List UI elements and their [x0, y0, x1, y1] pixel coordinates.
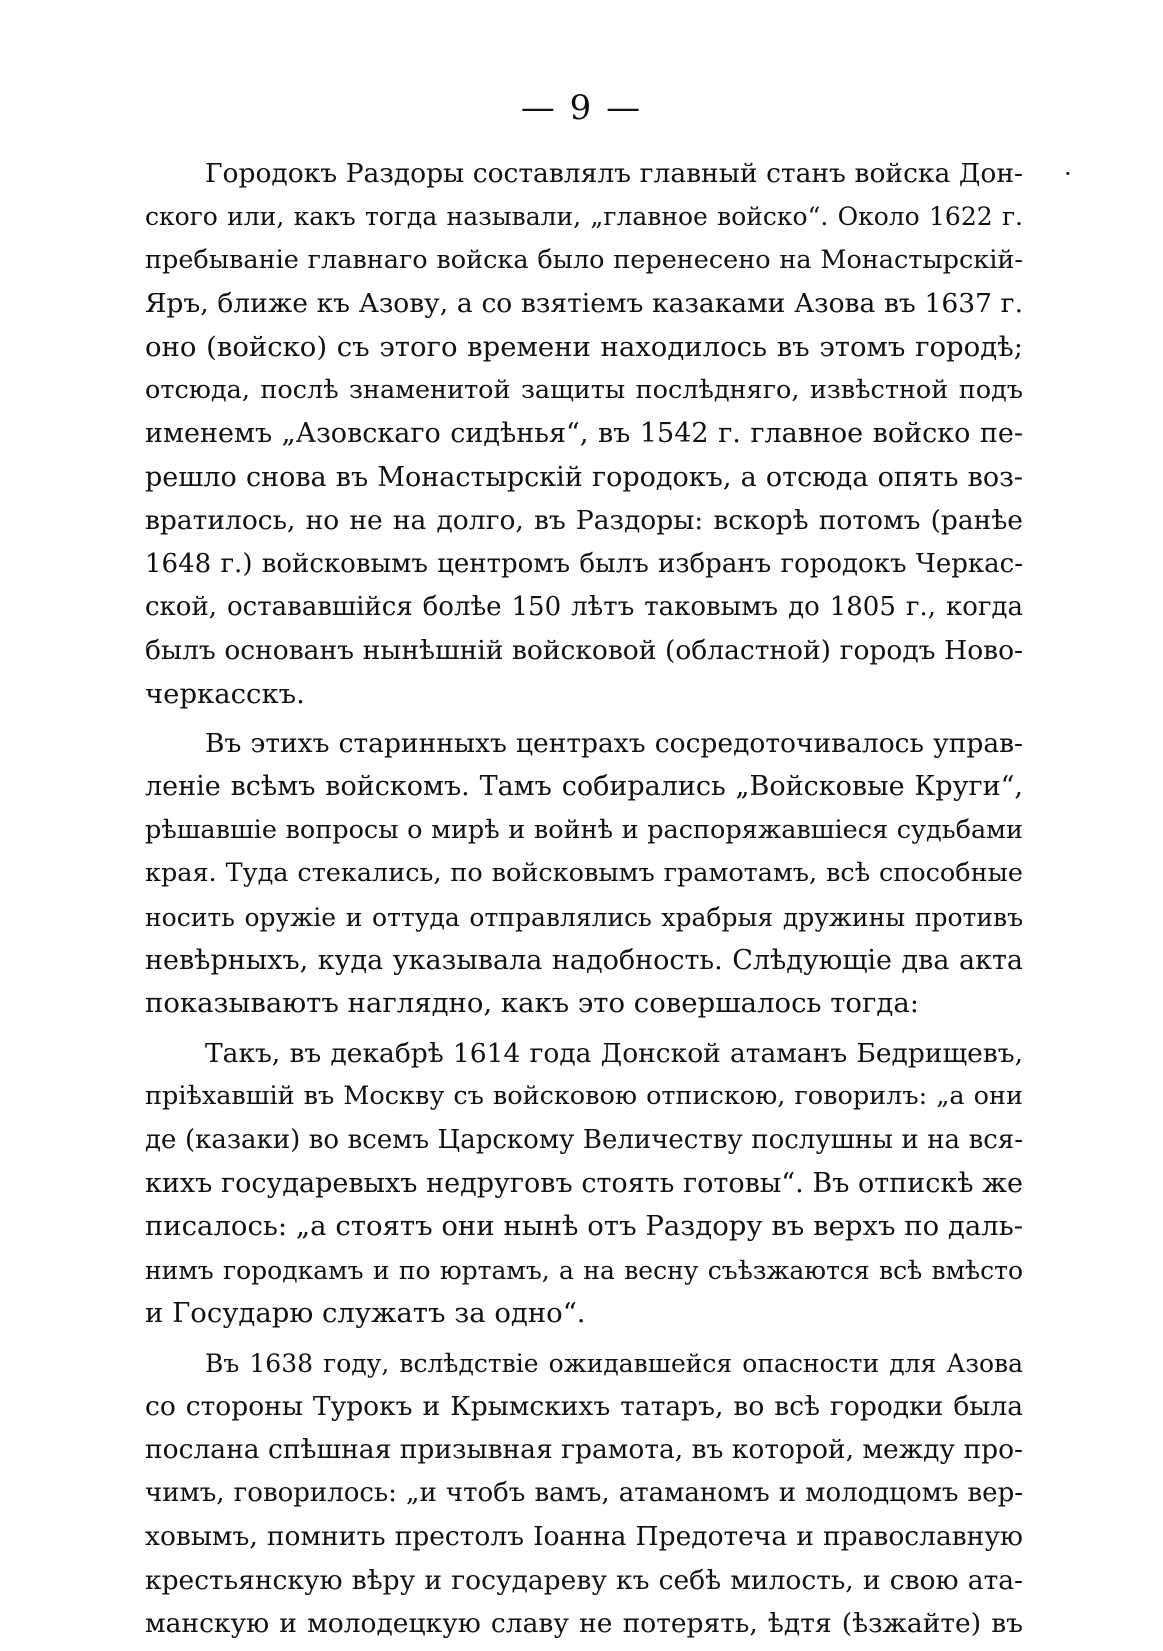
text-line: Въ этихъ старинныхъ центрахъ сосредоточивалось управ- [205, 728, 1023, 760]
text-line: со стороны Турокъ и Крымскихъ татаръ, во всѣ городки была [145, 1390, 1023, 1422]
text-line: нимъ городкамъ и по юртамъ, а на весну съѣзжаются всѣ вмѣсто [145, 1255, 1023, 1285]
text-line: ской, остававшійся болѣе 150 лѣтъ таковымъ до 1805 г., когда [145, 591, 1023, 622]
paragraph-2 [145, 722, 1023, 1026]
text-line: леніе всѣмъ войскомъ. Тамъ собирались „Войсковые Круги“, [145, 771, 1023, 803]
text-line: былъ основанъ нынѣшній войсковой (областной) городъ Ново- [145, 635, 1023, 667]
text-line: чимъ, говорилось: „и чтобъ вамъ, атаманомъ и молодцомъ вер- [145, 1477, 1023, 1508]
text-line: крестьянскую вѣру и государеву къ себѣ милость, и свою ата- [145, 1564, 1023, 1596]
paragraph-3 [145, 1032, 1023, 1336]
body-text [145, 152, 1023, 1651]
text-line: невѣрныхъ, куда указывала надобность. Слѣдующіе два акта [145, 945, 1023, 977]
text-line: и Государю служатъ за одно“. [145, 1297, 586, 1330]
paragraph-4 [145, 1342, 1023, 1646]
stray-mark: · [1064, 160, 1072, 188]
text-line: писалось: „а стоятъ они нынѣ отъ Раздору въ верхъ по даль- [145, 1210, 1023, 1243]
paragraph-1 [145, 152, 1023, 716]
text-line: Въ 1638 году, вслѣдствіе ожидавшейся опасности для Азова [205, 1348, 1023, 1378]
text-line: отсюда, послѣ знаменитой защиты послѣдняго, извѣстной подъ [145, 374, 1023, 405]
text-line: ского или, какъ тогда называли, „главное войско“. Около 1622 г. [145, 202, 1023, 232]
text-line: носить оружіе и оттуда отправлялись храбрыя дружины противъ [145, 902, 1023, 932]
text-line: края. Туда стекались, по войсковымъ грамотамъ, всѣ способные [145, 858, 1023, 889]
text-line: черкасскъ. [145, 677, 305, 710]
text-line: именемъ „Азовскаго сидѣнья“, въ 1542 г. главное войско пе- [145, 418, 1023, 450]
text-line: Такъ, въ декабрѣ 1614 года Донской атаманъ Бедрищевъ, [205, 1037, 1023, 1069]
text-line: Городокъ Раздоры составлялъ главный станъ войска Дон- [205, 158, 1023, 189]
text-line: кихъ государевыхъ недруговъ стоять готовы“. Въ отпискѣ же [145, 1167, 1023, 1199]
text-line: послана спѣшная призывная грамота, въ которой, между про- [145, 1434, 1023, 1466]
text-line: манскую и молодецкую славу не потерять, ѣдтя (ѣзжайте) въ [145, 1607, 1023, 1639]
text-line: Яръ, ближе къ Азову, а со взятіемъ казаками Азова въ 1637 г. [145, 288, 1023, 320]
text-line: вратилось, но не на долго, въ Раздоры: вскорѣ потомъ (ранѣе [145, 505, 1023, 537]
text-line: пребываніе главнаго войска было перенесено на Монастырскій- [145, 244, 1023, 275]
text-line: де (казаки) во всемъ Царскому Величеству послушны и на вся- [145, 1124, 1023, 1155]
text-line: пріѣхавшій въ Москву съ войсковою отпискою, говорилъ: „а они [145, 1081, 1023, 1112]
text-line: ховымъ, помнить престолъ Іоанна Предотеча и православную [145, 1521, 1023, 1553]
text-line: показываютъ наглядно, какъ это совершалось тогда: [145, 987, 919, 1020]
page-number: — 9 — [520, 88, 643, 128]
text-line: оно (войско) съ этого времени находилось въ этомъ городѣ; [145, 330, 1023, 363]
text-line: 1648 г.) войсковымъ центромъ былъ избранъ городокъ Черкас- [145, 548, 1023, 579]
text-line: решло снова въ Монастырскій городокъ, а отсюда опять воз- [145, 461, 1023, 493]
text-line: рѣшавшіе вопросы о мирѣ и войнѣ и распоряжавшіеся судьбами [145, 814, 1023, 845]
